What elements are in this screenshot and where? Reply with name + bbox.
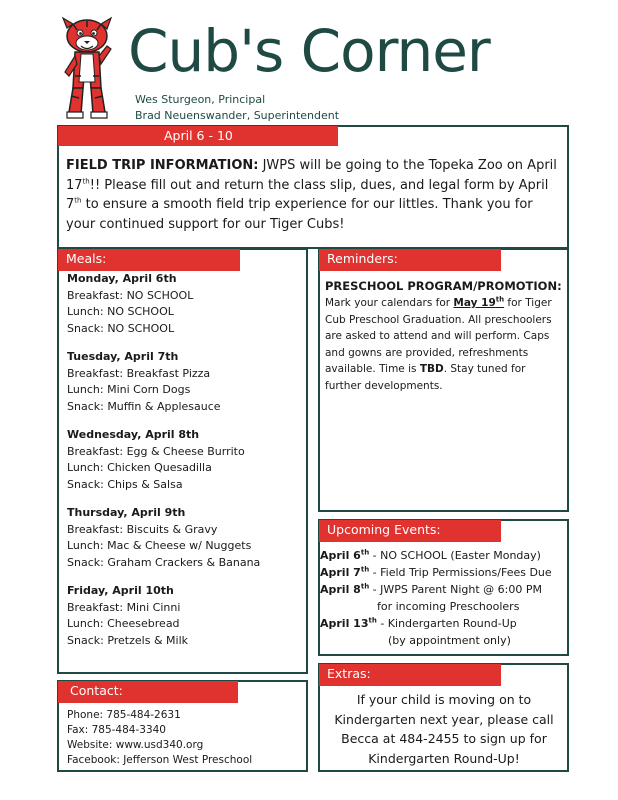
- contact-tab: Contact:: [58, 681, 238, 703]
- contact-phone: Phone: 785-484-2631: [67, 709, 181, 721]
- page-title: Cub's Corner: [128, 17, 490, 85]
- event-item-sub: (by appointment only): [388, 634, 511, 647]
- reminders-text: Mark your calendars for May 19th for Tiger Cub Preschool Graduation. All preschoolers are asked to attend and will perform. Caps and gowns are provided, refreshments available. Time is TBD. Stay tuned for further developments.: [325, 295, 552, 392]
- event-item-sub: for incoming Preschoolers: [377, 600, 520, 613]
- tiger-cub-mascot-icon: [57, 16, 115, 120]
- reminders-heading: PRESCHOOL PROGRAM/PROMOTION:: [325, 279, 562, 293]
- meal-day: Tuesday, April 7th Breakfast: Breakfast Pizza Lunch: Mini Corn Dogs Snack: Muffin & Applesauce: [67, 350, 221, 413]
- meal-day: Wednesday, April 8th Breakfast: Egg & Cheese Burrito Lunch: Chicken Quesadilla Snack: Chips & Salsa: [67, 428, 245, 491]
- meal-day: Friday, April 10th Breakfast: Mini Cinni Lunch: Cheesebread Snack: Pretzels & Milk: [67, 584, 188, 647]
- event-item: April 8th - JWPS Parent Night @ 6:00 PM: [320, 582, 542, 596]
- contact-info: [67, 708, 252, 768]
- meals-tab: Meals:: [58, 249, 240, 271]
- meal-day: Monday, April 6th Breakfast: NO SCHOOL Lunch: NO SCHOOL Snack: NO SCHOOL: [67, 272, 194, 335]
- event-item: April 7th - Field Trip Permissions/Fees Due: [320, 565, 552, 579]
- event-item: April 6th - NO SCHOOL (Easter Monday): [320, 548, 541, 562]
- week-label: April 6 - 10: [164, 128, 233, 143]
- contact-fax: Fax: 785-484-3340: [67, 724, 166, 736]
- superintendent-name: Brad Neuenswander, Superintendent: [135, 109, 340, 122]
- principal-name: Wes Sturgeon, Principal: [135, 93, 266, 106]
- extras-tab: Extras:: [319, 664, 501, 686]
- extras-text: If your child is moving on to Kindergarten next year, please call Becca at 484-2455 to sign up for Kindergarten Round-Up!: [334, 692, 554, 766]
- contact-website[interactable]: Website: www.usd340.org: [67, 739, 204, 751]
- events-list: [320, 547, 568, 649]
- events-tab: Upcoming Events:: [319, 520, 501, 542]
- week-tab: [58, 126, 338, 146]
- meals-list: [67, 271, 303, 649]
- field-trip-heading: FIELD TRIP INFORMATION:: [66, 158, 259, 173]
- field-trip-text: FIELD TRIP INFORMATION: JWPS will be going to the Topeka Zoo on April 17th!! Please fill out and return the class slip, dues, and legal form by April 7th to ensure a smooth field trip experience for our littles. Thank you for your continued support for our Tiger Cubs!: [66, 158, 557, 232]
- reminders-tab: Reminders:: [319, 249, 501, 271]
- contact-facebook[interactable]: Facebook: Jefferson West Preschool: [67, 754, 253, 766]
- event-item: April 13th - Kindergarten Round-Up: [320, 616, 517, 630]
- meal-day: Thursday, April 9th Breakfast: Biscuits & Gravy Lunch: Mac & Cheese w/ Nuggets Snack: Graham Crackers & Banana: [67, 506, 261, 569]
